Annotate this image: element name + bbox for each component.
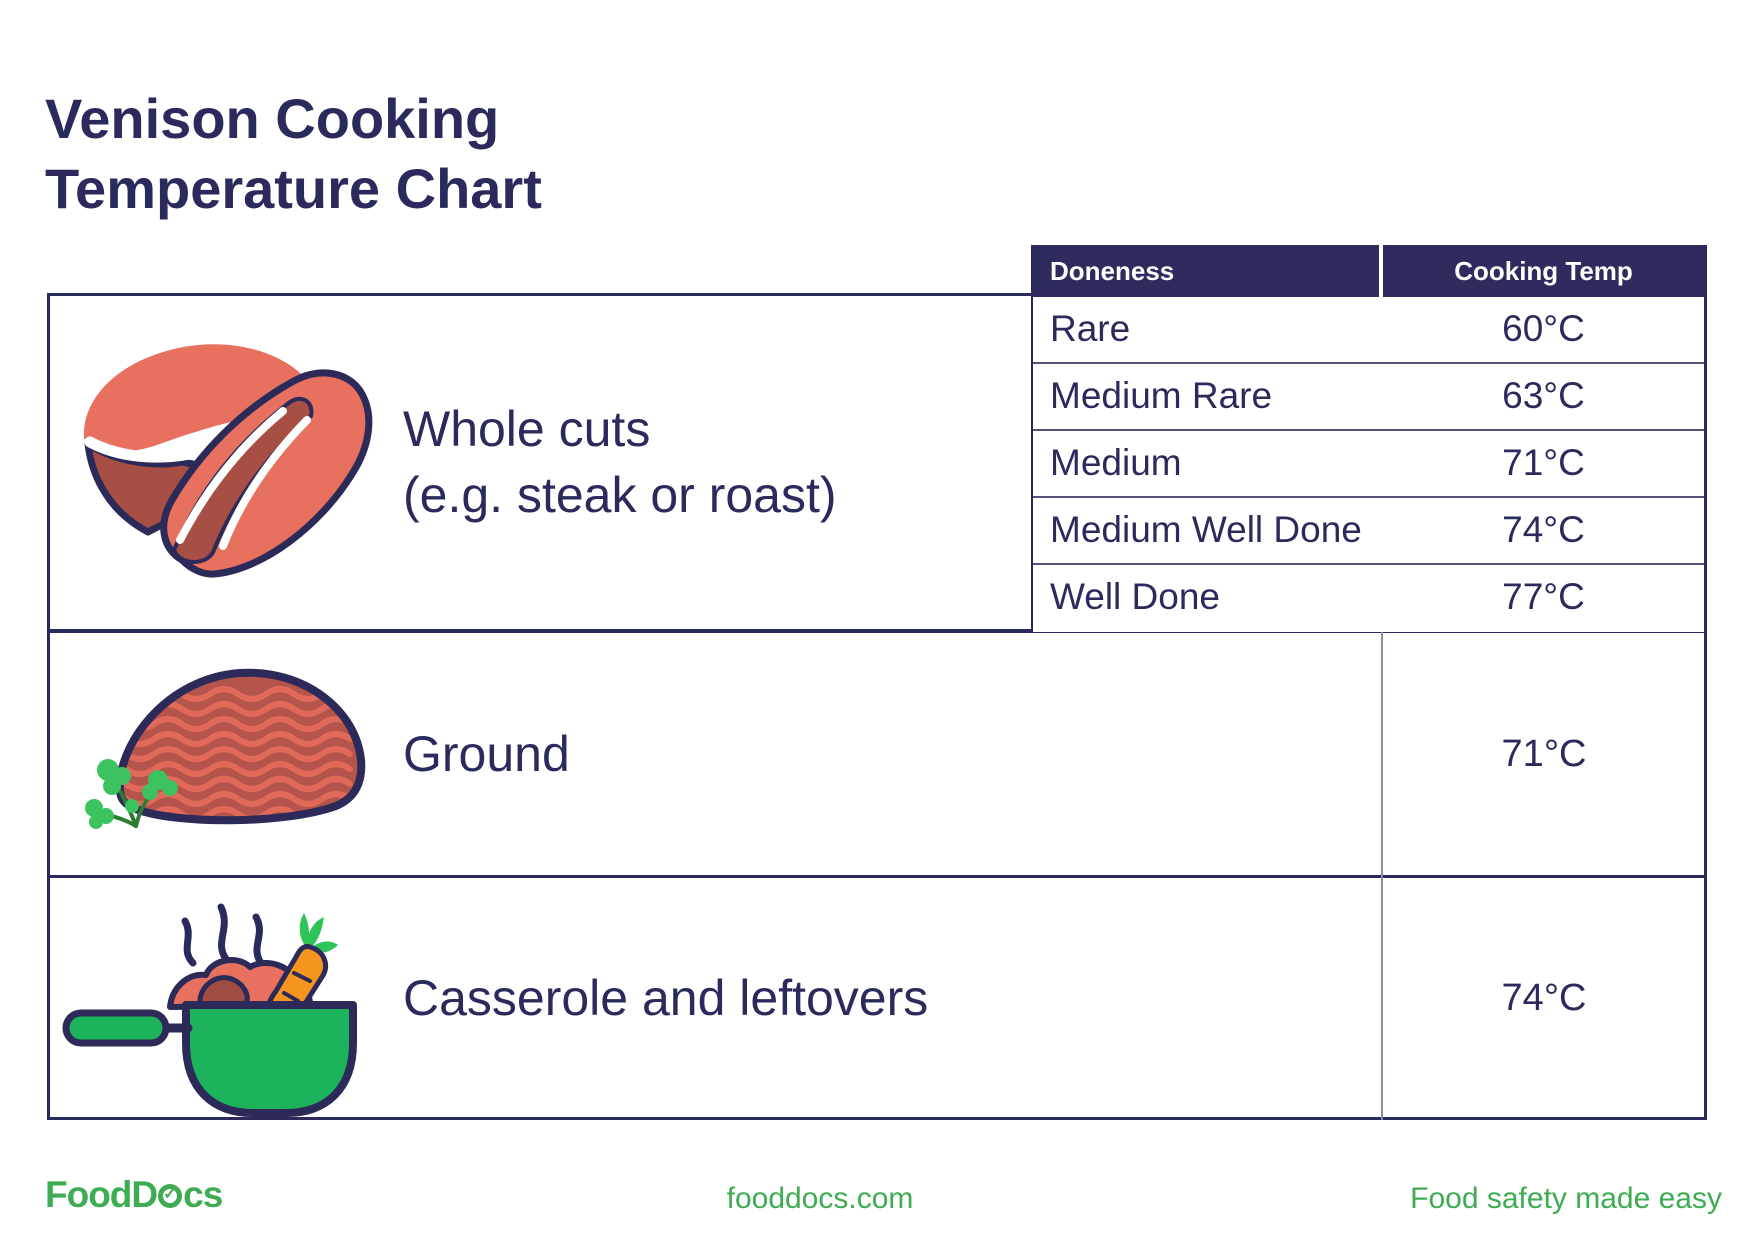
- table-row: [1033, 431, 1704, 498]
- table-row: [1033, 565, 1704, 632]
- doneness-cell: Medium Well Done: [1050, 509, 1362, 550]
- doneness-cell: Rare: [1050, 308, 1131, 349]
- temp-cell: 60°C: [1502, 308, 1585, 349]
- steam-icon: [185, 907, 261, 963]
- doneness-cell: Well Done: [1050, 576, 1221, 617]
- fooddocs-logo: [45, 1174, 222, 1216]
- tagline-text: Food safety made easy: [1410, 1182, 1722, 1215]
- row-divider-ground-casserole: [47, 875, 1707, 878]
- category-label-whole-cuts: [403, 396, 837, 528]
- casserole-pot-icon: [58, 895, 363, 1117]
- casserole-temp-value: 74°C: [1501, 977, 1587, 1019]
- website-text: fooddocs.com: [726, 1182, 914, 1215]
- cooking-temp-header-cell: Cooking Temp: [1383, 245, 1704, 297]
- temp-cell: 74°C: [1502, 509, 1585, 550]
- ground-temp-value: 71°C: [1501, 733, 1587, 775]
- doneness-table: [1031, 245, 1707, 632]
- page-title: [45, 84, 542, 224]
- category-label-ground: Ground: [403, 726, 570, 782]
- category-label-casserole: Casserole and leftovers: [403, 970, 929, 1026]
- page-title-line2: Temperature Chart: [45, 157, 542, 220]
- table-row: [1033, 364, 1704, 431]
- whole-cuts-line1: Whole cuts: [403, 401, 651, 457]
- temp-cell: 77°C: [1502, 576, 1585, 617]
- ground-meat-icon: [78, 658, 368, 840]
- logo-text-left: FoodD: [45, 1174, 158, 1215]
- page-title-line1: Venison Cooking: [45, 87, 500, 150]
- table-row: [1033, 498, 1704, 565]
- logo-check-icon: ✓: [158, 1184, 182, 1208]
- table-row: [1033, 297, 1704, 364]
- meat-cuts-icon: [62, 298, 382, 583]
- temp-cell: 71°C: [1502, 442, 1585, 483]
- logo-text-right: cs: [183, 1174, 223, 1215]
- chart-frame-top-border: [47, 293, 1034, 296]
- doneness-cell: Medium: [1050, 442, 1182, 483]
- doneness-cell: Medium Rare: [1050, 375, 1273, 416]
- temp-cell: 63°C: [1502, 375, 1585, 416]
- doneness-header-cell: Doneness: [1033, 245, 1379, 297]
- doneness-table-header: [1033, 245, 1704, 297]
- whole-cuts-line2: (e.g. steak or roast): [403, 467, 837, 523]
